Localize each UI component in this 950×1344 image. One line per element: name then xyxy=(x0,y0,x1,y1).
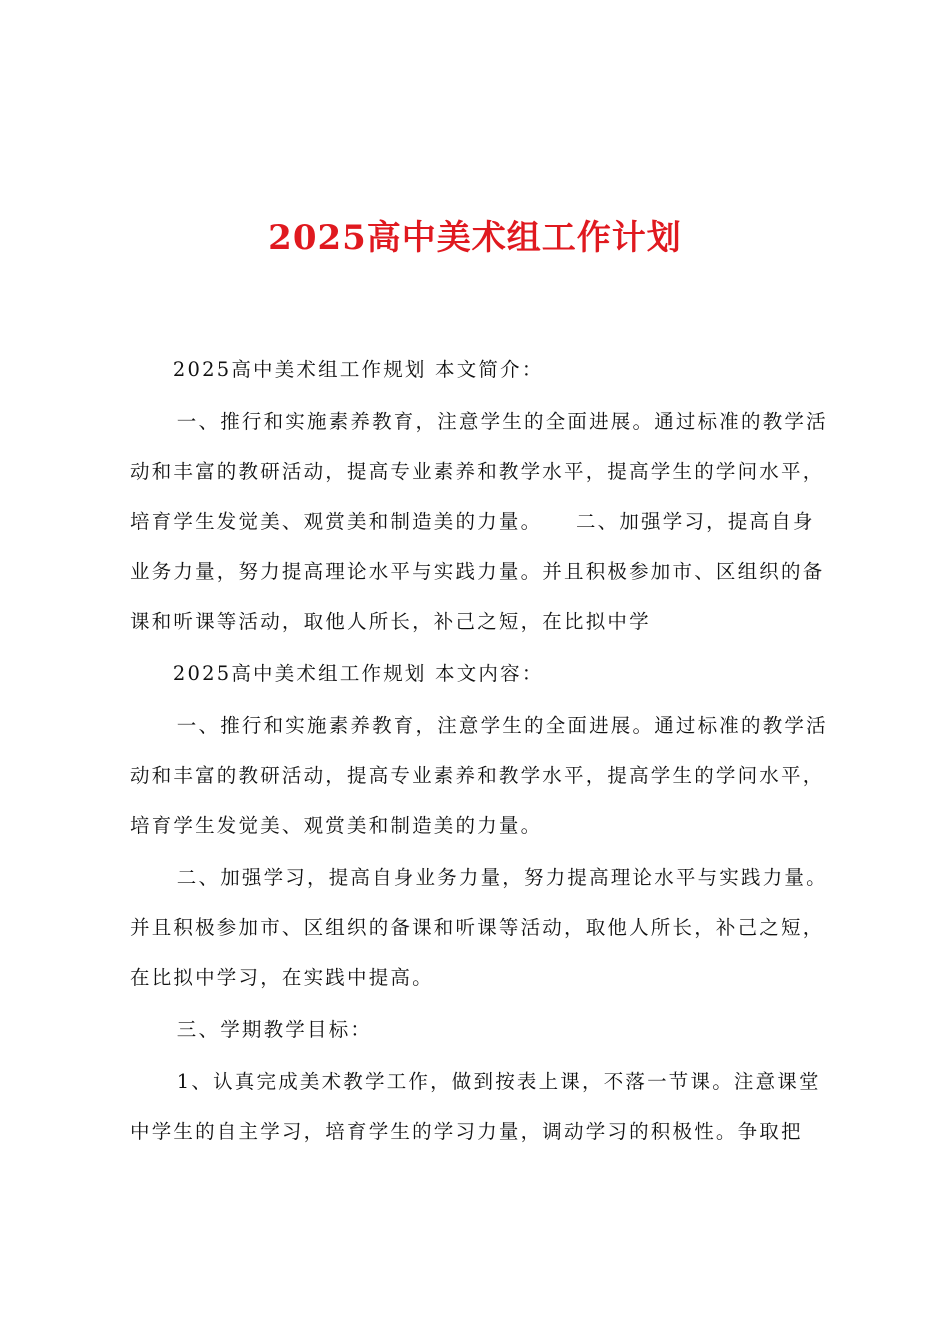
paragraph-section-3-heading: 三、学期教学目标： xyxy=(176,1018,373,1041)
paragraph-content-heading: 2025高中美术组工作规划 本文内容： xyxy=(172,662,544,685)
paragraph-section-1: 一、推行和实施素养教育，注意学生的全面进展。通过标准的教学活动和丰富的教研活动，提高专业素养和教学水平，提高学生的学问水平，培育学生发觉美、观赏美和制造美的力量。 xyxy=(130,714,828,837)
paragraph-section-2: 二、加强学习，提高自身业务力量，努力提高理论水平与实践力量。并且积极参加市、区组织的备课和听课等活动，取他人所长，补己之短，在比拟中学习，在实践中提高。 xyxy=(130,866,828,989)
paragraph-item-1: 1、认真完成美术教学工作，做到按表上课，不落一节课。注意课堂中学生的自主学习，培育学生的学习力量，调动学习的积极性。争取把 xyxy=(130,1070,821,1143)
document-title: 2025高中美术组工作计划 xyxy=(268,218,682,258)
paragraph-summary-heading: 2025高中美术组工作规划 本文简介： xyxy=(172,358,544,381)
document-body xyxy=(130,345,830,1157)
paragraph-summary-text: 一、推行和实施素养教育，注意学生的全面进展。通过标准的教学活动和丰富的教研活动，提高专业素养和教学水平，提高学生的学问水平，培育学生发觉美、观赏美和制造美的力量。 二、加强学习，提高自身业务力量，努力提高理论水平与实践力量。并且积极参加市、区组织的备课和听课等活动，取他人所长，补己之短，在比拟中学 xyxy=(130,410,828,633)
